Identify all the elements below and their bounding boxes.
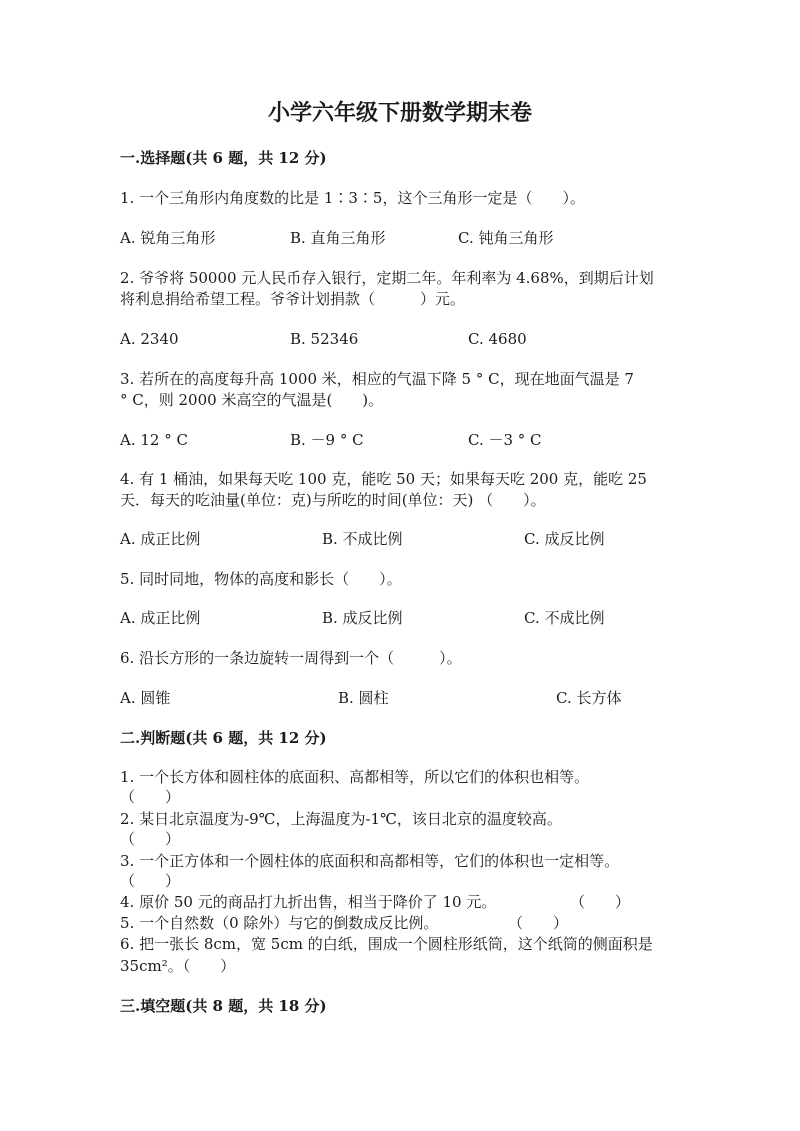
q1-option-c: C. 钝角三角形 bbox=[458, 229, 554, 247]
judge-3-answer-blank: （ ） bbox=[120, 872, 181, 890]
question-6: 6. 沿长方形的一条边旋转一周得到一个（ ）。 bbox=[120, 649, 462, 667]
question-2-line-1: 2. 爷爷将 50000 元人民币存入银行，定期二年。年利率为 4.68%，到期后计划 bbox=[120, 269, 654, 287]
question-1: 1. 一个三角形内角度数的比是 1∶3∶5，这个三角形一定是（ ）。 bbox=[120, 189, 585, 207]
question-4-line-1: 4. 有 1 桶油，如果每天吃 100 克，能吃 50 天；如果每天吃 200 克，能吃 25 bbox=[120, 470, 647, 488]
q6-option-c: C. 长方体 bbox=[556, 689, 622, 707]
q5-option-b: B. 成反比例 bbox=[322, 609, 403, 627]
q5-option-a: A. 成正比例 bbox=[120, 609, 201, 627]
judge-6-line-1: 6. 把一张长 8cm，宽 5cm 的白纸，围成一个圆柱形纸筒，这个纸筒的侧面积是 bbox=[120, 935, 653, 953]
page-title: 小学六年级下册数学期末卷 bbox=[267, 100, 532, 126]
q3-option-a: A. 12 ° C bbox=[120, 431, 188, 449]
judge-6-line-2: 35cm²。（ ） bbox=[120, 957, 236, 975]
q2-option-c: C. 4680 bbox=[468, 330, 527, 348]
judge-2-answer-blank: （ ） bbox=[120, 830, 181, 848]
judge-4: 4. 原价 50 元的商品打九折出售，相当于降价了 10 元。 bbox=[120, 893, 497, 911]
question-3-line-1: 3. 若所在的高度每升高 1000 米，相应的气温下降 5 ° C，现在地面气温是 7 bbox=[120, 370, 634, 388]
q2-option-a: A. 2340 bbox=[120, 330, 179, 348]
judge-1-answer-blank: （ ） bbox=[120, 788, 181, 806]
question-4-line-2: 天．每天的吃油量(单位：克)与所吃的时间(单位：天) （ ）。 bbox=[120, 491, 546, 509]
judge-4-answer-blank: （ ） bbox=[570, 893, 631, 911]
q1-option-a: A. 锐角三角形 bbox=[120, 229, 216, 247]
judge-1-line-1: 1. 一个长方体和圆柱体的底面积、高都相等，所以它们的体积也相等。 bbox=[120, 768, 590, 786]
section-heading-fill: 三.填空题(共 8 题，共 18 分) bbox=[120, 997, 327, 1015]
q6-option-a: A. 圆锥 bbox=[120, 689, 171, 707]
q4-option-b: B. 不成比例 bbox=[322, 530, 403, 548]
judge-2-line-1: 2. 某日北京温度为-9℃，上海温度为-1℃，该日北京的温度较高。 bbox=[120, 810, 562, 828]
q2-option-b: B. 52346 bbox=[290, 330, 359, 348]
judge-5: 5. 一个自然数（0 除外）与它的倒数成反比例。 bbox=[120, 914, 439, 932]
section-heading-choice: 一.选择题(共 6 题，共 12 分) bbox=[120, 149, 327, 167]
judge-5-answer-blank: （ ） bbox=[508, 914, 569, 932]
section-heading-judge: 二.判断题(共 6 题，共 12 分) bbox=[120, 729, 327, 747]
q6-option-b: B. 圆柱 bbox=[338, 689, 389, 707]
q1-option-b: B. 直角三角形 bbox=[290, 229, 386, 247]
question-5: 5. 同时同地，物体的高度和影长（ ）。 bbox=[120, 570, 402, 588]
q3-option-b: B. －9 ° C bbox=[290, 431, 364, 449]
judge-3-line-1: 3. 一个正方体和一个圆柱体的底面积和高都相等，它们的体积也一定相等。 bbox=[120, 852, 620, 870]
question-2-line-2: 将利息捐给希望工程。爷爷计划捐款（ ）元。 bbox=[120, 290, 466, 308]
q4-option-c: C. 成反比例 bbox=[524, 530, 605, 548]
question-3-line-2: ° C，则 2000 米高空的气温是( )。 bbox=[120, 391, 384, 409]
q3-option-c: C. －3 ° C bbox=[468, 431, 542, 449]
q5-option-c: C. 不成比例 bbox=[524, 609, 605, 627]
q4-option-a: A. 成正比例 bbox=[120, 530, 201, 548]
